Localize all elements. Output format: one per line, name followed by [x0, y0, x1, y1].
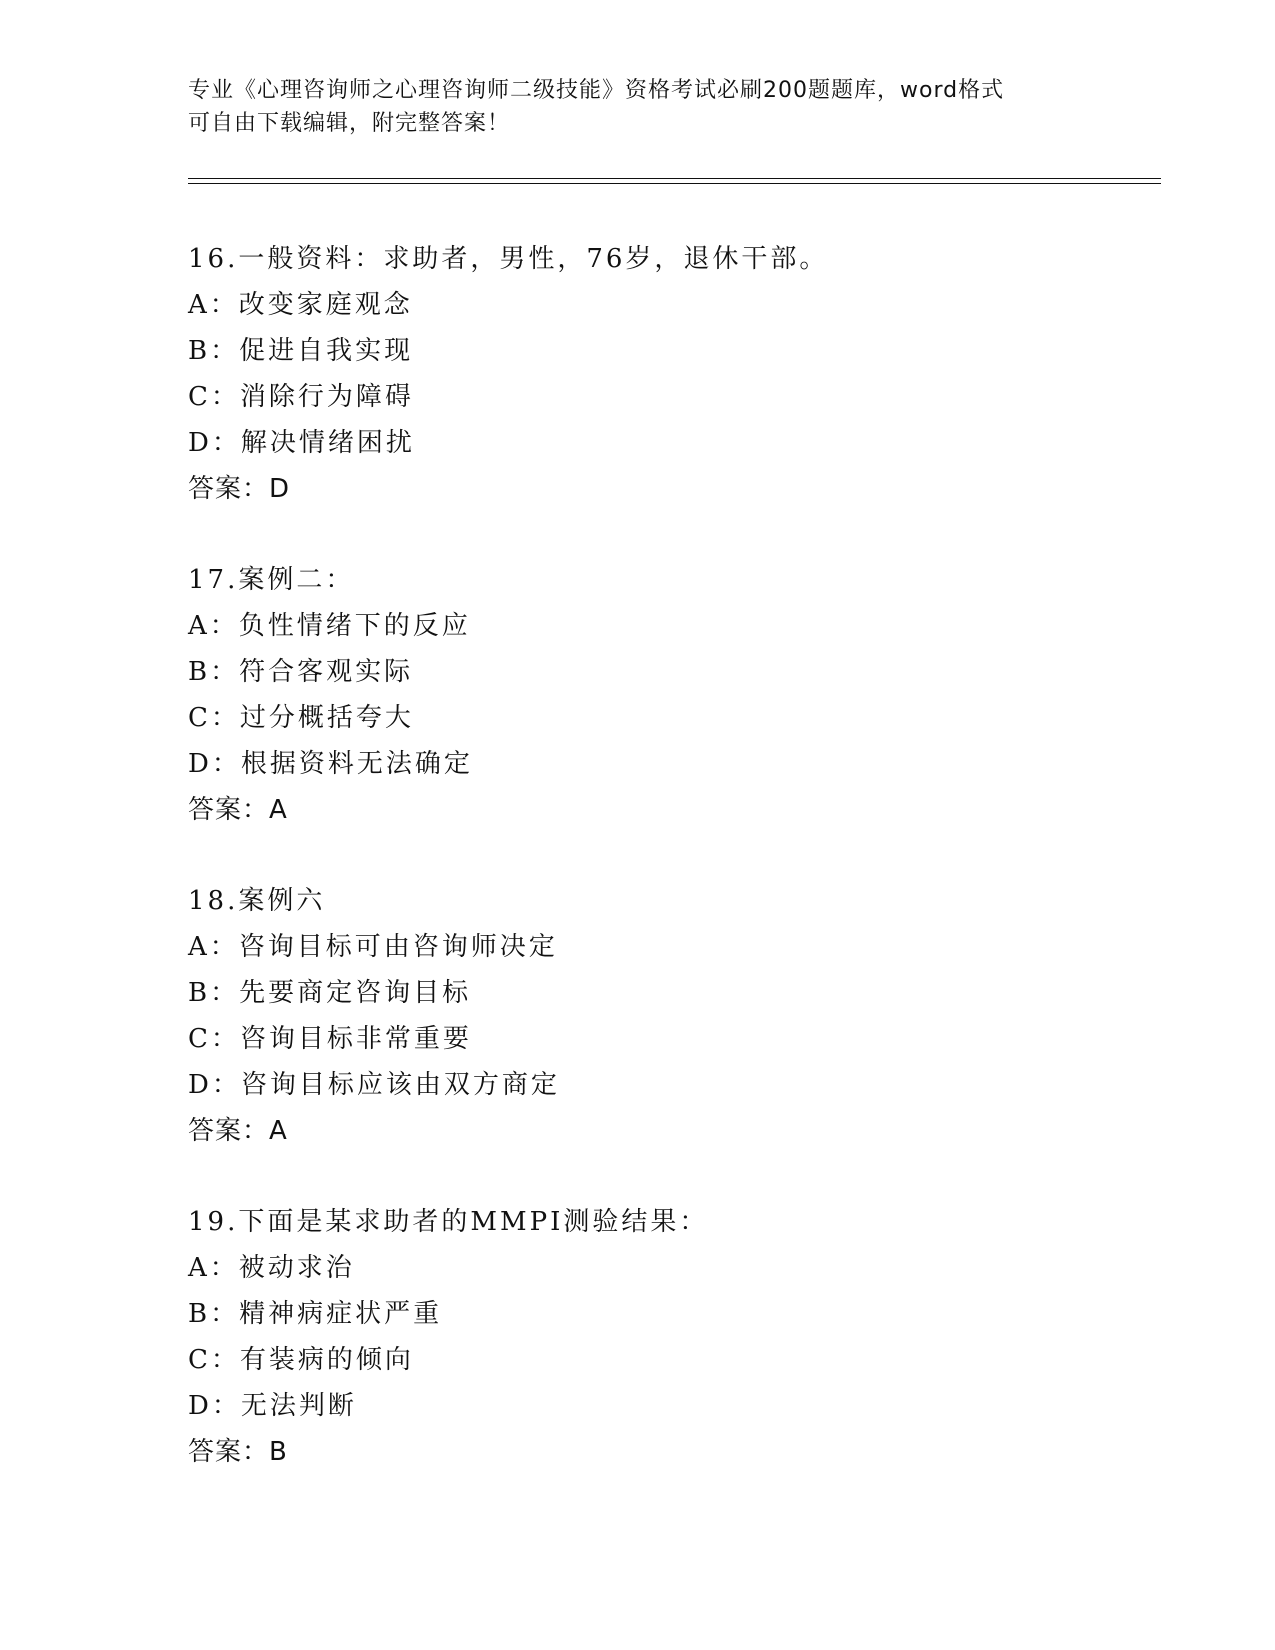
question-stem: 16.一般资料：求助者，男性，76岁，退休干部。 [188, 244, 829, 274]
header-divider-top [188, 178, 1161, 179]
option-d: D：根据资料无法确定 [188, 749, 473, 779]
option-b: B：符合客观实际 [188, 657, 414, 687]
document-header [188, 74, 1088, 140]
header-divider-bottom [188, 183, 1161, 184]
question-17 [188, 557, 1148, 833]
option-b: B：促进自我实现 [188, 336, 414, 366]
header-line-2: 可自由下载编辑，附完整答案！ [188, 111, 511, 136]
option-b: B：先要商定咨询目标 [188, 978, 472, 1008]
option-a: A：被动求治 [188, 1253, 355, 1283]
answer-line: 答案：A [188, 1116, 288, 1146]
question-stem: 18.案例六 [188, 886, 326, 916]
answer-line: 答案：D [188, 474, 291, 504]
option-c: C：咨询目标非常重要 [188, 1024, 472, 1054]
answer-line: 答案：A [188, 795, 288, 825]
question-stem: 19.下面是某求助者的MMPI测验结果： [188, 1207, 709, 1237]
option-c: C：消除行为障碍 [188, 382, 414, 412]
option-d: D：解决情绪困扰 [188, 428, 415, 458]
question-19 [188, 1199, 1148, 1475]
header-line-1: 专业《心理咨询师之心理咨询师二级技能》资格考试必刷200题题库，word格式 [188, 78, 1005, 103]
option-a: A：负性情绪下的反应 [188, 611, 471, 641]
answer-line: 答案：B [188, 1437, 288, 1467]
option-c: C：有装病的倾向 [188, 1345, 414, 1375]
question-18 [188, 878, 1148, 1154]
question-stem: 17.案例二： [188, 565, 355, 595]
option-a: A：咨询目标可由咨询师决定 [188, 932, 558, 962]
option-d: D：无法判断 [188, 1391, 357, 1421]
option-c: C：过分概括夸大 [188, 703, 414, 733]
option-d: D：咨询目标应该由双方商定 [188, 1070, 560, 1100]
option-b: B：精神病症状严重 [188, 1299, 443, 1329]
option-a: A：改变家庭观念 [188, 290, 413, 320]
question-16 [188, 236, 1148, 512]
